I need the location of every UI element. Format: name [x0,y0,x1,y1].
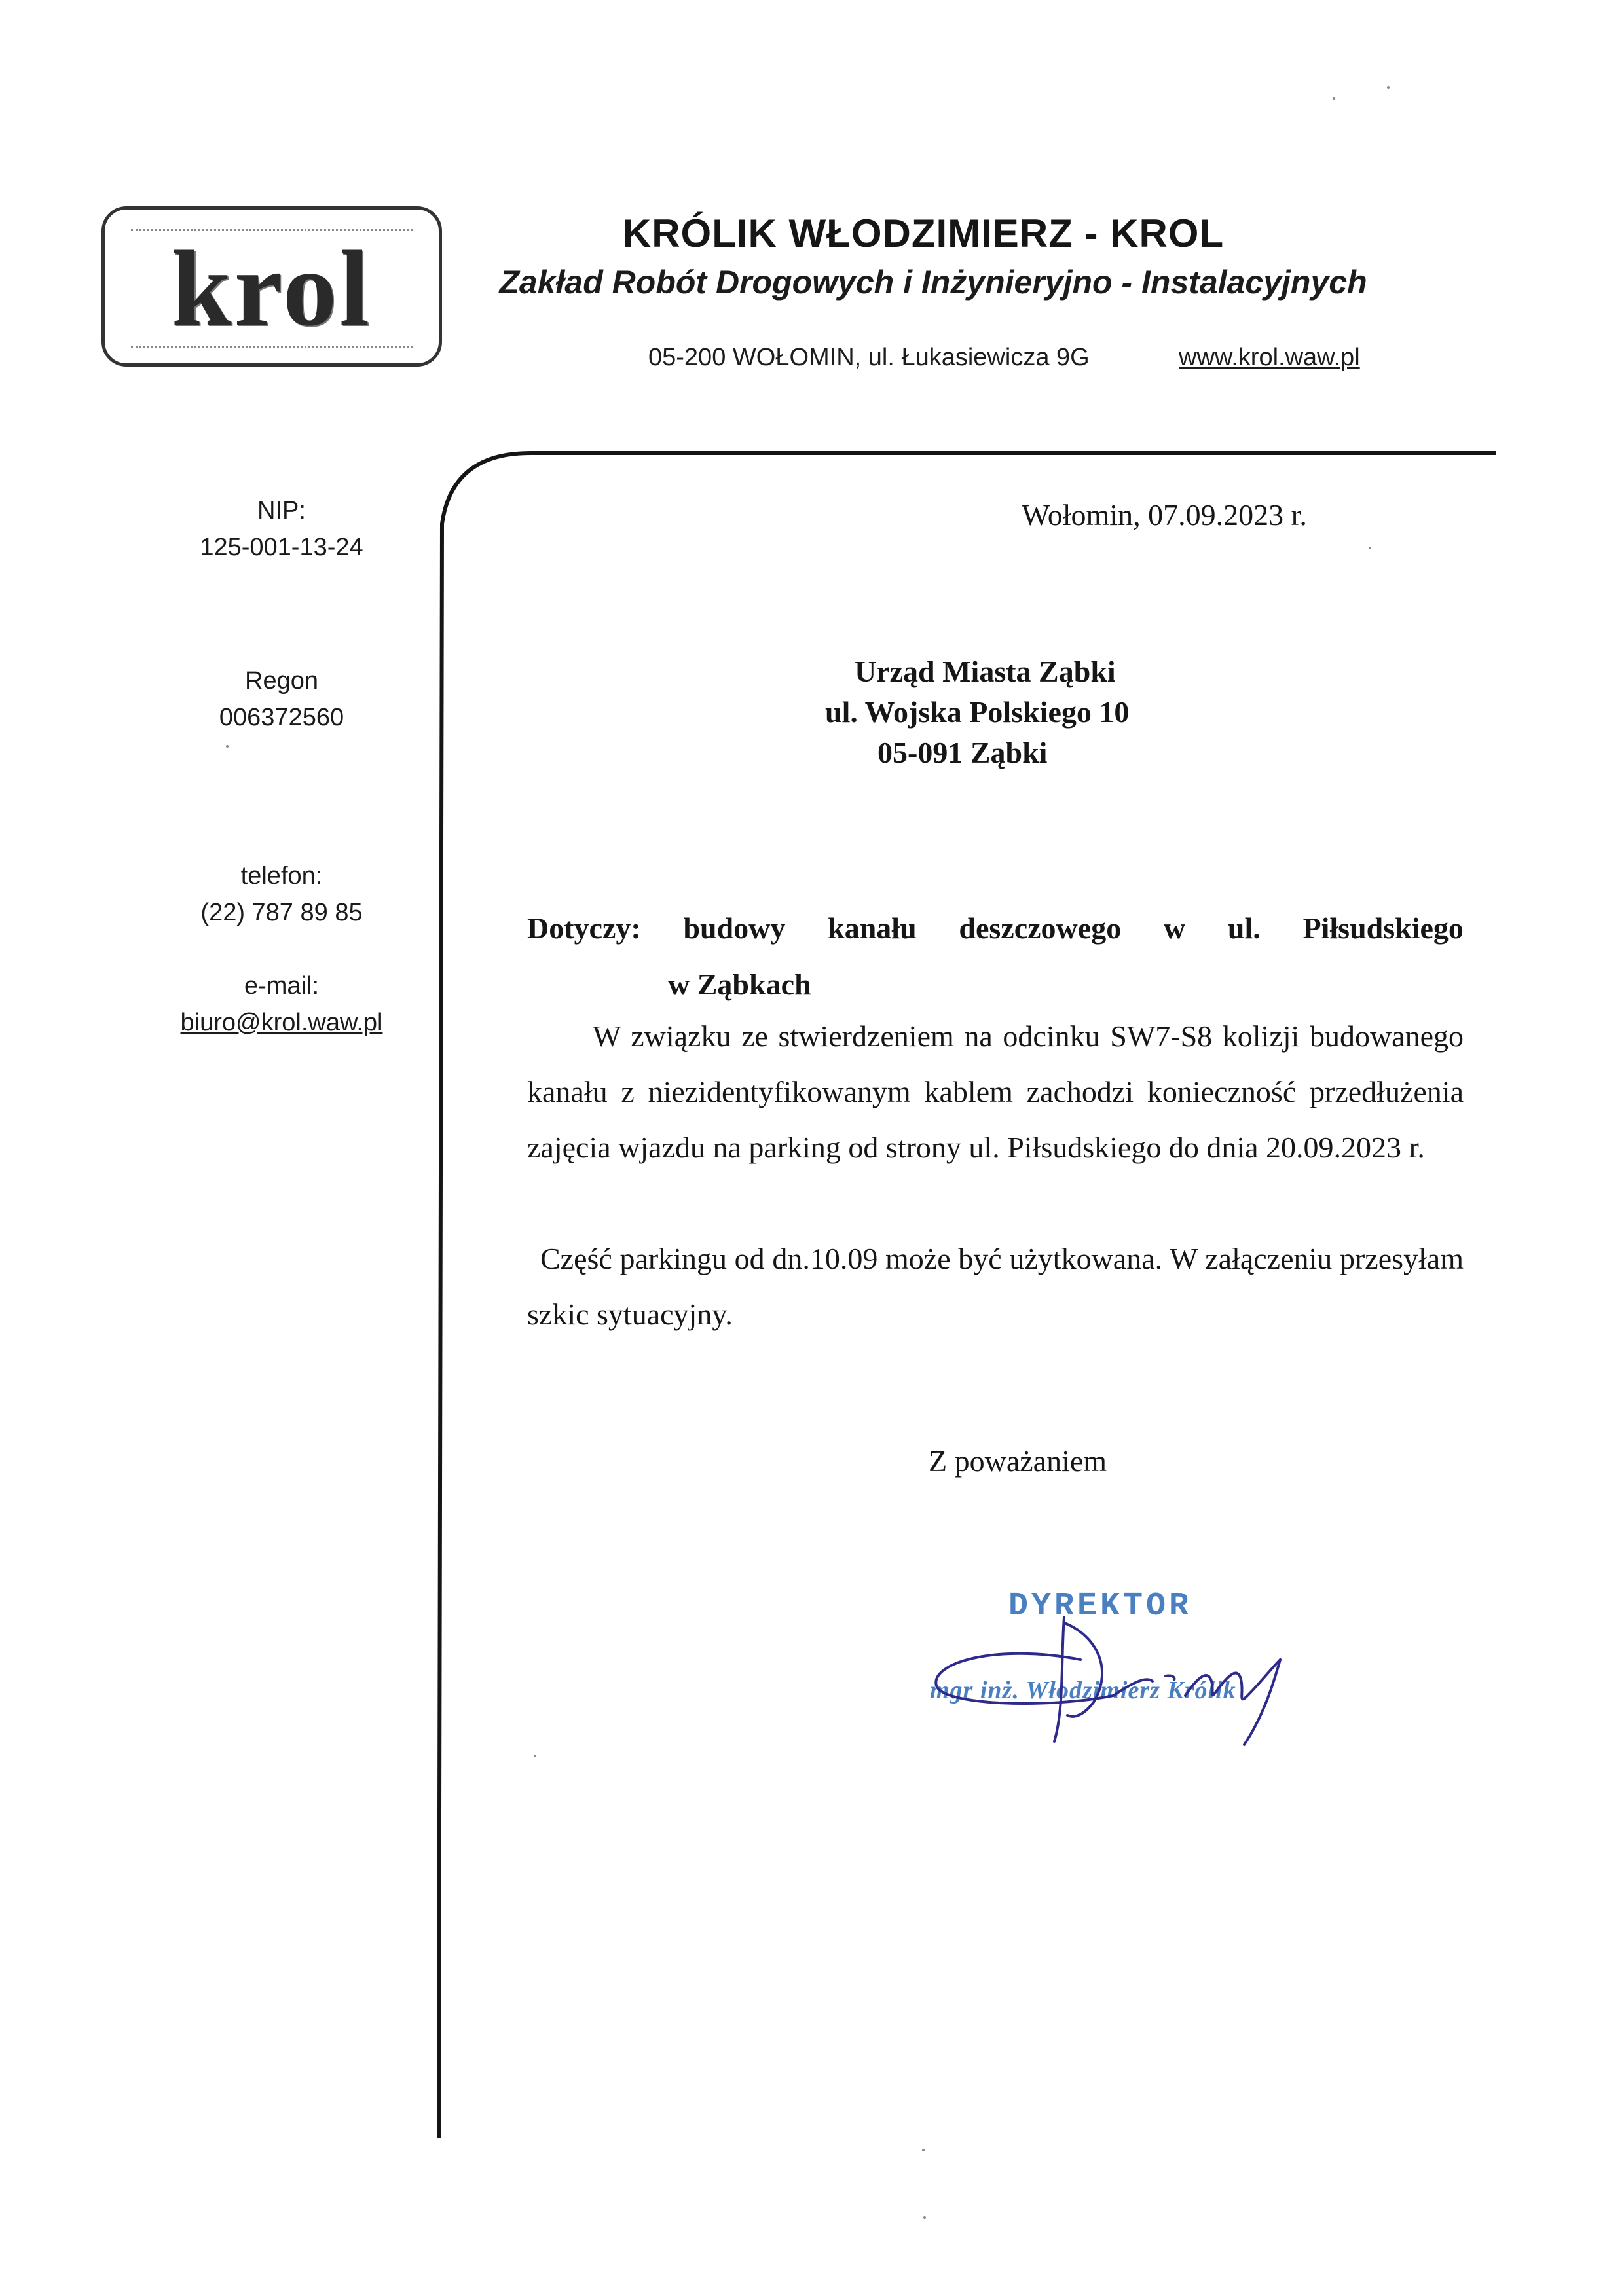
handwritten-signature [917,1597,1323,1768]
regon-block [98,663,465,736]
scan-speck [226,745,229,748]
email-label: e-mail: [244,972,320,1000]
subject-word: w [1163,911,1186,945]
nip-label: NIP: [257,497,306,524]
closing-phrase: Z poważaniem [929,1444,1107,1478]
phone-label: telefon: [240,862,323,890]
subject-word: budowy [683,911,786,945]
company-subtitle: Zakład Robót Drogowych i Inżynieryjno - Instalacyjnych [499,264,1367,301]
phone-block [98,858,465,931]
recipient-street: ul. Wojska Polskiego 10 [825,695,1130,729]
stamp-title: DYREKTOR [1008,1588,1192,1625]
company-website-link[interactable]: www.krol.waw.pl [1179,344,1360,371]
nip-value: 125-001-13-24 [200,534,363,561]
email-link[interactable]: biuro@krol.waw.pl [180,1009,383,1036]
nip-block [98,492,465,566]
stamp-name: mgr inż. Włodzimierz Królik [930,1677,1236,1704]
scan-speck [922,2149,925,2151]
company-address: 05-200 WOŁOMIN, ul. Łukasiewicza 9G [648,344,1090,371]
recipient-city: 05-091 Ząbki [877,736,1048,769]
body-paragraph-2: Część parkingu od dn.10.09 może być użytkowana. W załączeniu przesyłam szkic sytuacyjny. [527,1242,1464,1331]
subject-word: Piłsudskiego [1302,911,1464,945]
subject-line-1 [527,900,1464,957]
recipient-name: Urząd Miasta Ząbki [855,655,1116,688]
phone-value: (22) 787 89 85 [200,899,363,926]
regon-label: Regon [245,667,318,695]
subject-label: Dotyczy: [527,911,641,945]
subject-line-2: w Ząbkach [668,968,811,1001]
subject-word: ul. [1227,911,1261,945]
body-paragraph-1: W związku ze stwierdzeniem na odcinku SW7-S8 kolizji budowanego kanału z niezidentyfikowanym kablem zachodzi konieczność przedłużenia zajęcia wjazdu na parking od strony ul. Piłsudskiego do dnia 20.09.2023 r. [527,1019,1464,1164]
letter-subject [527,900,1464,1013]
subject-word: deszczowego [959,911,1122,945]
logo-text: krol [171,228,373,348]
recipient-address [786,651,1205,773]
regon-value: 006372560 [219,704,344,731]
scan-speck [1369,547,1371,549]
scan-speck [534,1755,536,1757]
subject-word: kanału [828,911,917,945]
company-name: KRÓLIK WŁODZIMIERZ - KROL [622,211,1225,255]
email-block [98,968,465,1041]
scan-speck [923,2216,926,2219]
scan-speck [1387,86,1390,89]
scan-speck [1333,97,1335,100]
letter-date: Wołomin, 07.09.2023 r. [1022,498,1307,532]
